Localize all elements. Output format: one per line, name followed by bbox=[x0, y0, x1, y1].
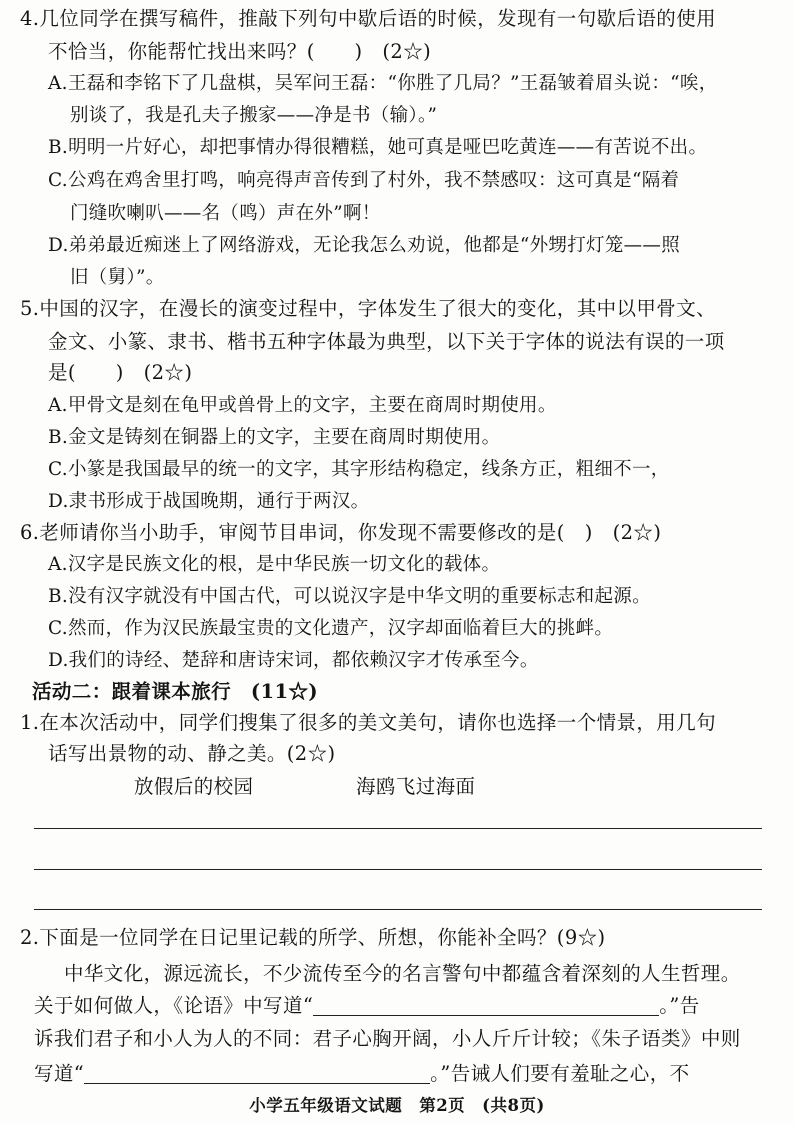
diary-text-zhuzi-intro: 写道“ bbox=[34, 1062, 85, 1085]
diary-paragraph-line3: 诉我们君子和小人为人的不同：君子心胸开阔，小人斤斤计较；《朱子语类》中则 bbox=[34, 1027, 741, 1050]
scene-option-campus: 放假后的校园 bbox=[134, 775, 254, 798]
fill-blank-zhuzi[interactable] bbox=[84, 1063, 430, 1084]
q5-option-c: C.小篆是我国最早的统一的文字，其字形结构稳定，线条方正，粗细不一， bbox=[48, 459, 670, 480]
q6-option-b: B.没有汉字就没有中国古代，可以说汉字是中华文明的重要标志和起源。 bbox=[48, 586, 651, 607]
q4-option-c-line2: 门缝吹喇叭——名（鸣）声在外”啊！ bbox=[70, 203, 381, 224]
answer-line-3[interactable] bbox=[34, 909, 762, 910]
q6-option-c: C.然而，作为汉民族最宝贵的文化遗产，汉字却面临着巨大的挑衅。 bbox=[48, 618, 614, 639]
diary-paragraph-line2 bbox=[34, 993, 700, 1019]
page-footer: 小学五年级语文试题 第2页 (共8页) bbox=[249, 1096, 545, 1115]
q5-stem-line2: 金文、小篆、隶书、楷书五种字体最为典型，以下关于字体的说法有误的一项 bbox=[48, 330, 725, 353]
answer-line-2[interactable] bbox=[34, 869, 762, 870]
q4-option-d-line1: D.弟弟最近痴迷上了网络游戏，无论我怎么劝说，他都是“外甥打灯笼——照 bbox=[48, 235, 681, 256]
q6-option-d: D.我们的诗经、楚辞和唐诗宋词，都依赖汉字才传承至今。 bbox=[48, 650, 539, 671]
q4-option-a-line2: 别谈了，我是孔夫子搬家——净是书（输）。” bbox=[70, 105, 438, 126]
scene-option-seagull: 海鸥飞过海面 bbox=[356, 775, 476, 798]
q4-option-b: B.明明一片好心，却把事情办得很糟糕，她可真是哑巴吃黄连——有苦说不出。 bbox=[48, 137, 708, 158]
q4-option-c-line1: C.公鸡在鸡舍里打鸣，响亮得声音传到了村外，我不禁感叹：这可真是“隔着 bbox=[48, 170, 680, 191]
diary-paragraph-line4 bbox=[34, 1061, 690, 1087]
answer-line-1[interactable] bbox=[34, 828, 762, 829]
q4-option-d-line2: 旧（舅）”。 bbox=[70, 267, 165, 288]
q4-stem-line2: 不恰当，你能帮忙找出来吗？( ) (2☆) bbox=[48, 40, 432, 63]
q6-option-a: A.汉字是民族文化的根，是中华民族一切文化的载体。 bbox=[48, 554, 501, 575]
q6-stem: 6.老师请你当小助手，审阅节目串词，你发现不需要修改的是( ) (2☆) bbox=[20, 521, 662, 544]
q4-stem-line1: 4.几位同学在撰写稿件，推敲下列句中歇后语的时候，发现有一句歇后语的使用 bbox=[20, 7, 717, 30]
q5-option-d: D.隶书形成于战国晚期，通行于两汉。 bbox=[48, 491, 370, 512]
q4-option-a-line1: A.王磊和李铭下了几盘棋，吴军问王磊：“你胜了几局？”王磊皱着眉头说：“唉， bbox=[48, 73, 718, 94]
diary-text-lunyu-intro: 关于如何做人，《论语》中写道“ bbox=[34, 994, 314, 1017]
q5-stem-line1: 5.中国的汉字，在漫长的演变过程中，字体发生了很大的变化，其中以甲骨文、 bbox=[20, 297, 717, 320]
activity2-q1-line2: 话写出景物的动、静之美。(2☆) bbox=[48, 742, 336, 765]
q5-option-a: A.甲骨文是刻在龟甲或兽骨上的文字，主要在商周时期使用。 bbox=[48, 395, 557, 416]
diary-text-zhuzi-end: 。”告诫人们要有羞耻之心，不 bbox=[430, 1062, 690, 1085]
q5-stem-line3: 是( ) (2☆) bbox=[48, 361, 193, 384]
activity2-q2-stem: 2.下面是一位同学在日记里记载的所学、所想，你能补全吗？(9☆) bbox=[20, 926, 606, 949]
activity2-q1-line1: 1.在本次活动中，同学们搜集了很多的美文美句，请你也选择一个情景，用几句 bbox=[20, 711, 717, 734]
diary-paragraph-line1: 中华文化，源远流长，不少流传至今的名言警句中都蕴含着深刻的人生哲理。 bbox=[64, 962, 741, 985]
activity2-heading: 活动二：跟着课本旅行 (11☆) bbox=[32, 680, 318, 703]
diary-text-lunyu-end: 。”告 bbox=[659, 994, 700, 1017]
fill-blank-lunyu[interactable] bbox=[313, 995, 659, 1016]
q5-option-b: B.金文是铸刻在铜器上的文字，主要在商周时期使用。 bbox=[48, 427, 501, 448]
